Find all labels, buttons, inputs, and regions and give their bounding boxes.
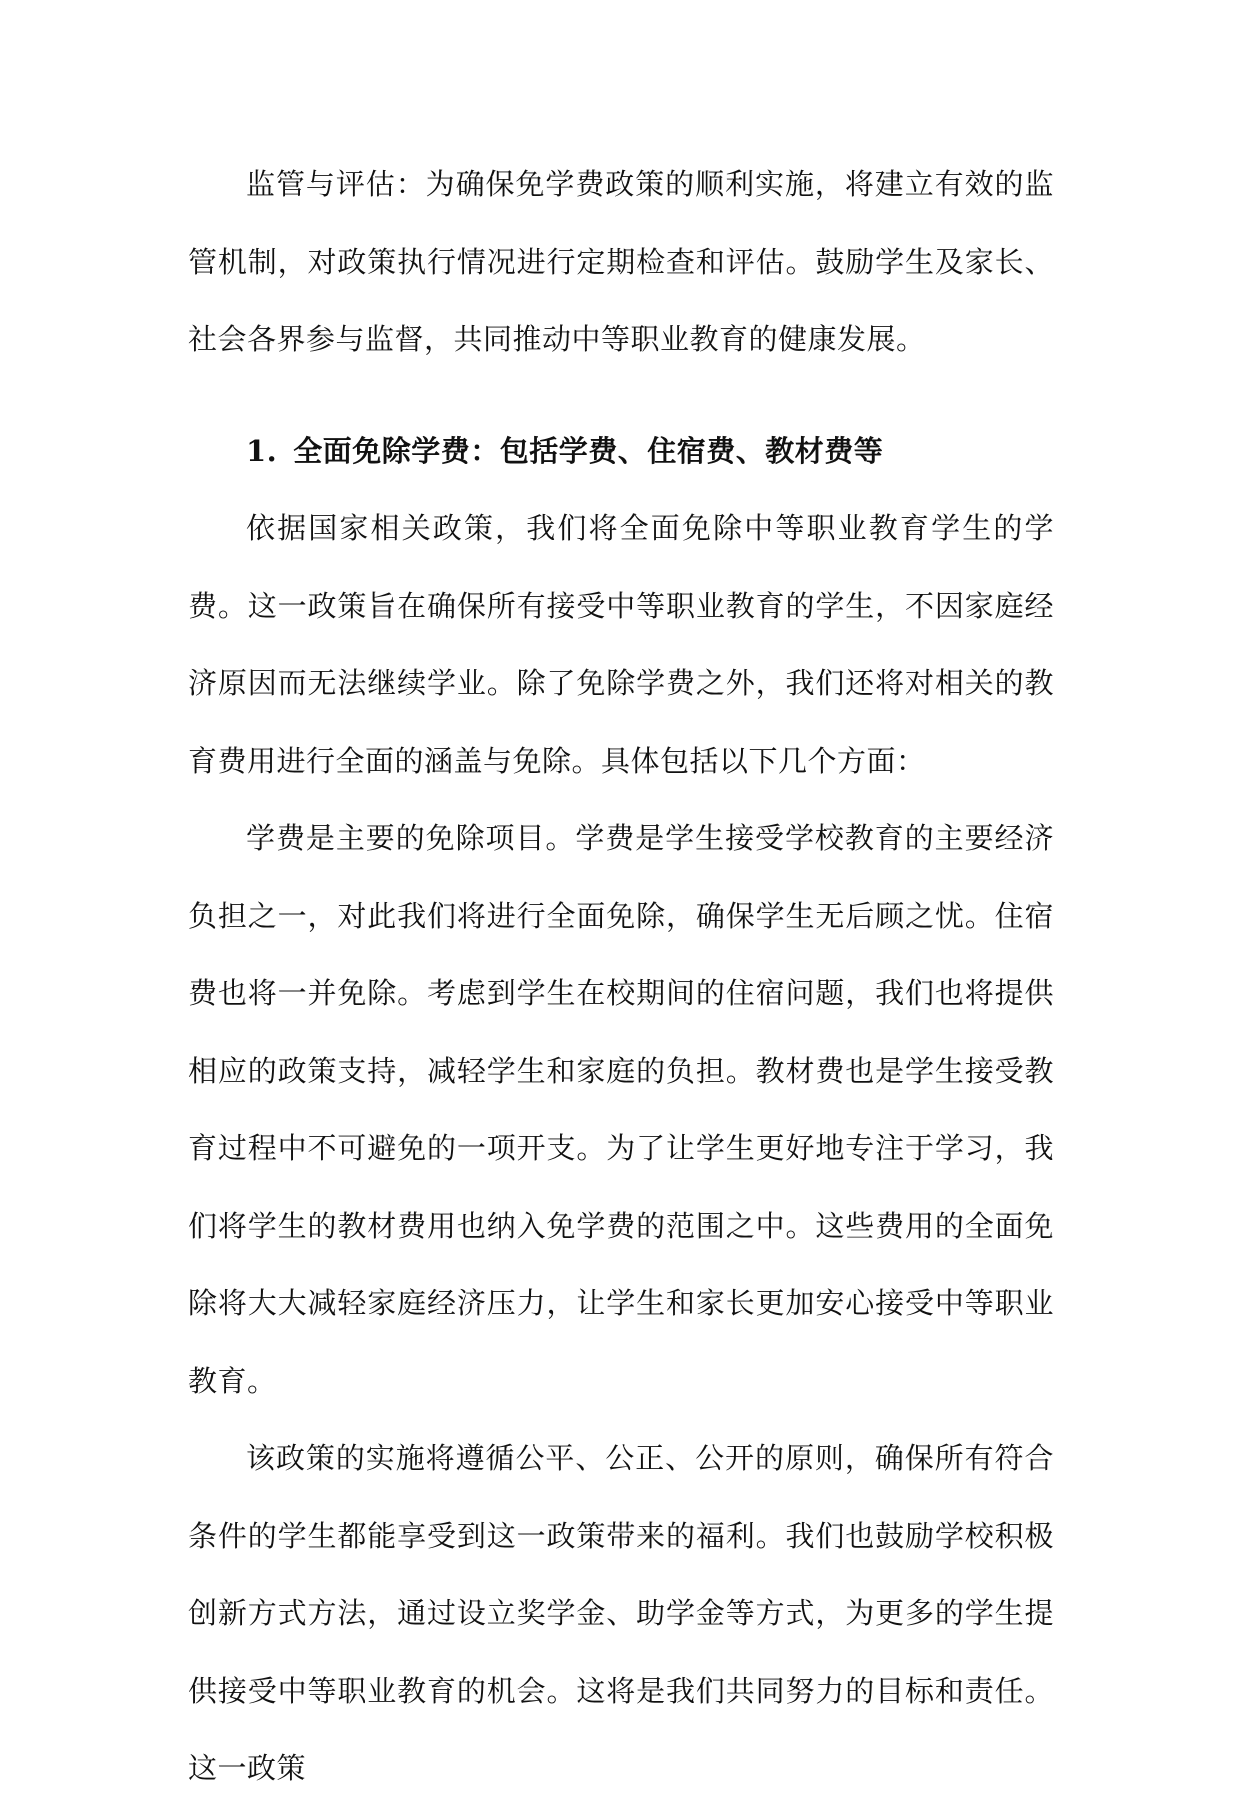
paragraph-principles: 该政策的实施将遵循公平、公正、公开的原则，确保所有符合条件的学生都能享受到这一政策带来的福利。我们也鼓励学校积极创新方式方法，通过设立奖学金、助学金等方式，为更多的学生提供接受中等职业教育的机会。这将是我们共同努力的目标和责任。这一政策: [188, 1441, 1054, 1785]
paragraph-policy-basis: 依据国家相关政策，我们将全面免除中等职业教育学生的学费。这一政策旨在确保所有接受中等职业教育的学生，不因家庭经济原因而无法继续学业。除了免除学费之外，我们还将对相关的教育费用进行全面的涵盖与免除。具体包括以下几个方面：: [188, 511, 1054, 778]
section-number: 1.: [246, 433, 278, 468]
paragraph-supervision: 监管与评估：为确保免学费政策的顺利实施，将建立有效的监管机制，对政策执行情况进行定期检查和评估。鼓励学生及家长、社会各界参与监督，共同推动中等职业教育的健康发展。: [188, 167, 1054, 356]
section-heading: [188, 413, 1054, 491]
section-title: 全面免除学费：包括学费、住宿费、教材费等: [293, 433, 884, 468]
document-body: [188, 146, 1054, 1808]
paragraph-fee-items: 学费是主要的免除项目。学费是学生接受学校教育的主要经济负担之一，对此我们将进行全面免除，确保学生无后顾之忧。住宿费也将一并免除。考虑到学生在校期间的住宿问题，我们也将提供相应的政策支持，减轻学生和家庭的负担。教材费也是学生接受教育过程中不可避免的一项开支。为了让学生更好地专注于学习，我们将学生的教材费用也纳入免学费的范围之中。这些费用的全面免除将大大减轻家庭经济压力，让学生和家长更加安心接受中等职业教育。: [188, 821, 1054, 1398]
